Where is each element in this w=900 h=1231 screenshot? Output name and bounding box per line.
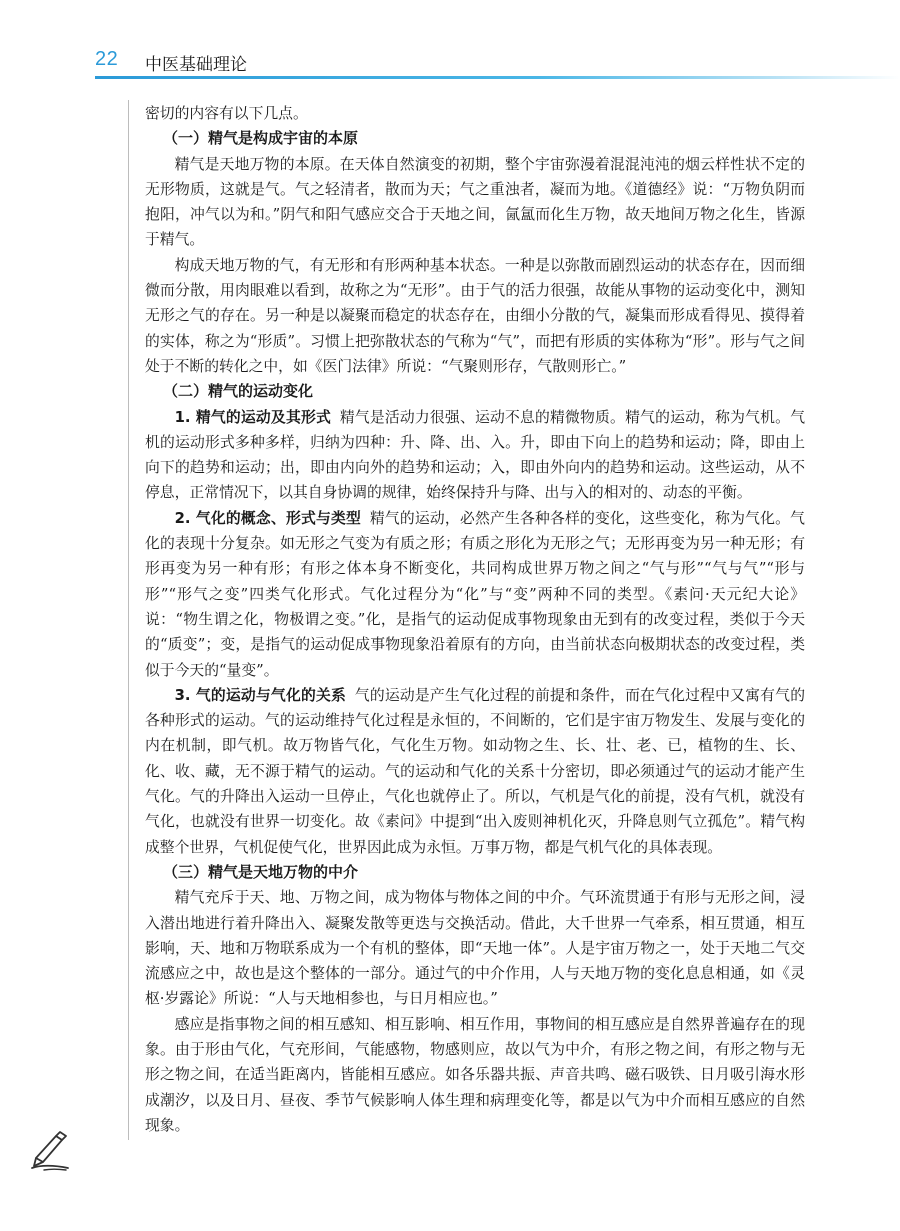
body-text (145, 101, 805, 1138)
section-heading-3: （三）精气是天地万物的中介 (163, 862, 359, 881)
page-number: 22 (95, 48, 119, 70)
paragraph (145, 405, 805, 506)
paragraph: 构成天地万物的气，有无形和有形两种基本状态。一种是以弥散而剧烈运动的状态存在，因而细微而分散，用肉眼难以看到，故称之为“无形”。由于气的活力很强，故能从事物的运动变化中，测知无形之气的存在。另一种是以凝聚而稳定的状态存在，由细小分散的气，凝集而形成看得见、摸得着的实体，称之为“形质”。习惯上把弥散状态的气称为“气”，而把有形质的实体称为“形”。形与气之间处于不断的转化之中，如《医门法律》所说：“气聚则形存，气散则形亡。” (145, 256, 805, 375)
subheading-2: 2. 气化的概念、形式与类型 (174, 509, 361, 527)
paragraph (145, 506, 805, 683)
paragraph: 精气是天地万物的本原。在天体自然演变的初期，整个宇宙弥漫着混混沌沌的烟云样性状不定的无形物质，这就是气。气之轻清者，散而为天；气之重浊者，凝而为地。《道德经》说：“万物负阴而抱阳，冲气以为和。”阴气和阳气感应交合于天地之间，氤氲而化生万物，故天地间万物之化生，皆源于精气。 (145, 155, 805, 249)
page-header (0, 0, 900, 80)
subheading-2-text: 精气的运动，必然产生各种各样的变化，这些变化，称为气化。气化的表现十分复杂。如无形之气变为有质之形；有质之形化为无形之气；无形再变为另一种无形；有形再变为另一种有形；有形之体本身不断变化，共同构成世界万物之间之“气与形”“气与气”“形与形”“形气之变”四类气化形式。气化过程分为“化”与“变”两种不同的类型。《素问·天元纪大论》说：“物生谓之化，物极谓之变。”化，是指气的运动促成事物现象由无到有的改变过程，类似于今天的“质变”；变，是指气的运动促成事物现象沿着原有的方向，由当前状态向极期状态的改变过程，类似于今天的“量变”。 (145, 509, 805, 679)
section-heading-2: （二）精气的运动变化 (163, 382, 314, 401)
subheading-1: 1. 精气的运动及其形式 (174, 408, 331, 426)
subheading-3: 3. 气的运动与气化的关系 (174, 686, 346, 704)
subheading-3-text: 气的运动是产生气化过程的前提和条件，而在气化过程中又寓有气的各种形式的运动。气的运动维持气化过程是永恒的，不间断的，它们是宇宙万物发生、发展与变化的内在机制，即气机。故万物皆气化，气化生万物。如动物之生、长、壮、老、已，植物的生、长、化、收、藏，无不源于精气的运动。气的运动和气化的关系十分密切，即必须通过气的运动才能产生气化。气的升降出入运动一旦停止，气化也就停止了。所以，气机是气化的前提，没有气机，就没有气化，也就没有世界一切变化。故《素问》中提到“出入废则神机化灭，升降息则气立孤危”。精气构成整个世界，气机促使气化，世界因此成为永恒。万事万物，都是气机气化的具体表现。 (145, 686, 805, 856)
subheading-1-text: 精气是活动力很强、运动不息的精微物质。精气的运动，称为气机。气机的运动形式多种多样，归纳为四种：升、降、出、入。升，即由下向上的趋势和运动；降，即由上向下的趋势和运动；出，即由内向外的趋势和运动；入，即由外向内的趋势和运动。这些运动，从不停息，正常情况下，以其自身协调的规律，始终保持升与降、出与入的相对的、动态的平衡。 (145, 408, 805, 502)
book-title: 中医基础理论 (145, 55, 247, 75)
paragraph (145, 683, 805, 860)
paragraph-continuation: 密切的内容有以下几点。 (145, 105, 308, 122)
paragraph: 精气充斥于天、地、万物之间，成为物体与物体之间的中介。气环流贯通于有形与无形之间，浸入潜出地进行着升降出入、凝聚发散等更迭与交换活动。借此，大千世界一气牵系，相互贯通，相互影响，天、地和万物联系成为一个有机的整体，即“天地一体”。人是宇宙万物之一，处于天地二气交流感应之中，故也是这个整体的一部分。通过气的中介作用，人与天地万物的变化息息相通，如《灵枢·岁露论》所说：“人与天地相参也，与日月相应也。” (145, 889, 805, 1008)
pen-note-icon (30, 1128, 72, 1172)
section-heading-1: （一）精气是构成宇宙的本原 (163, 129, 359, 148)
header-rule (95, 76, 900, 79)
paragraph: 感应是指事物之间的相互感知、相互影响、相互作用，事物间的相互感应是自然界普遍存在的现象。由于形由气化，气充形间，气能感物，物感则应，故以气为中介，有形之物之间，有形之物与无形之物之间，在适当距离内，皆能相互感应。如各乐器共振、声音共鸣、磁石吸铁、日月吸引海水形成潮汐，以及日月、昼夜、季节气候影响人体生理和病理变化等，都是以气为中介而相互感应的自然现象。 (145, 1015, 805, 1134)
margin-rule (128, 100, 129, 1140)
